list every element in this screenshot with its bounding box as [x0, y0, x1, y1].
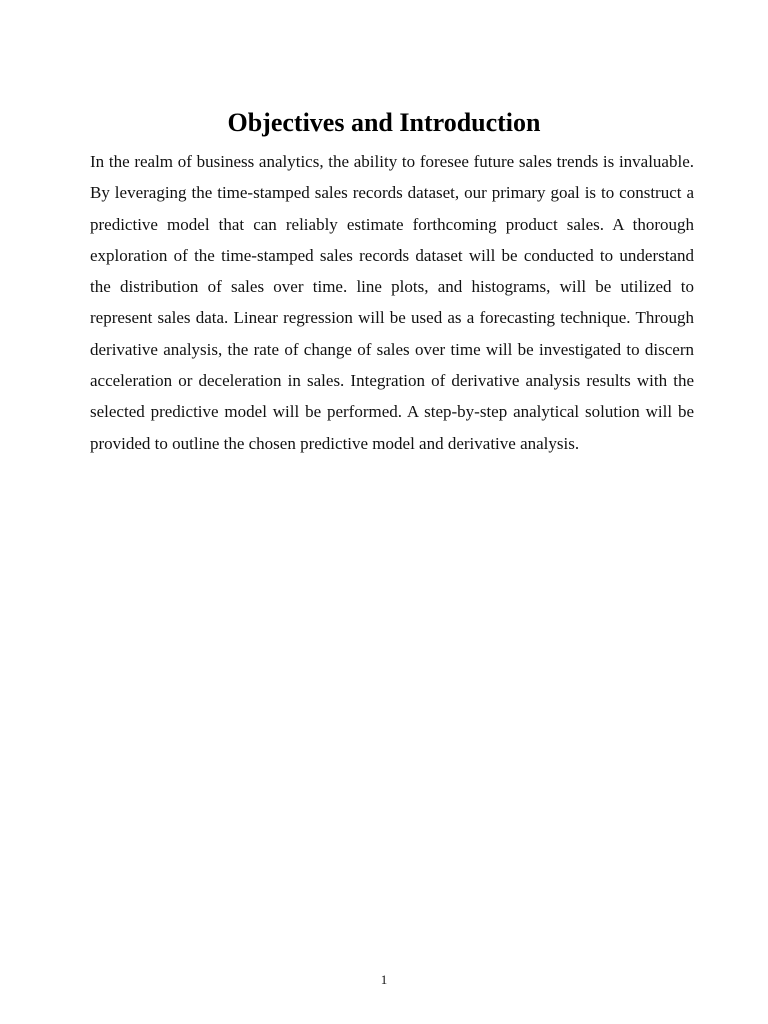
intro-paragraph: In the realm of business analytics, the ability to foresee future sales trends is invaluable. By leveraging the time-stamped sales records dataset, our primary goal is to construct a predictive model that can reliably estimate forthcoming product sales. A thorough exploration of the time-stamped sales records dataset will be conducted to understand the distribution of sales over time. line plots, and histograms, will be utilized to represent sales data. Linear regression will be used as a forecasting technique. Through derivative analysis, the rate of change of sales over time will be investigated to discern acceleration or deceleration in sales. Integration of derivative analysis results with the selected predictive model will be performed. A step-by-step analytical solution will be provided to outline the chosen predictive model and derivative analysis.	[90, 152, 694, 453]
page-number: 1	[380, 972, 388, 987]
page-title: Objectives and Introduction	[227, 108, 541, 137]
